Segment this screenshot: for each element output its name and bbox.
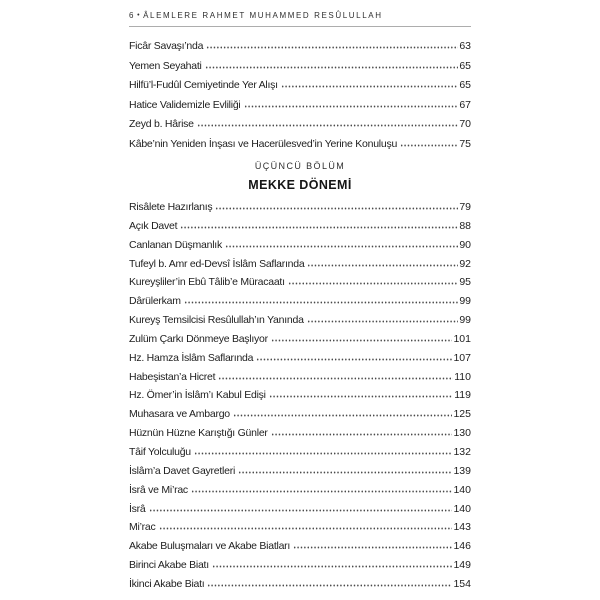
toc-entry (129, 40, 471, 60)
toc-entry (129, 60, 471, 80)
toc-entry-page: 140 (453, 502, 471, 515)
dot-leader (207, 583, 452, 587)
toc-entry (129, 314, 471, 333)
dot-leader (281, 84, 458, 88)
dot-leader (256, 357, 452, 361)
toc-entry-title: Ficâr Savaşı’nda (129, 40, 204, 52)
dot-leader (180, 225, 458, 229)
header-bullet-icon: • (137, 12, 142, 19)
toc-entry-page: 130 (453, 427, 471, 440)
toc-entry-title: İslâm’a Davet Gayretleri (129, 464, 236, 477)
toc-entry-page: 95 (459, 276, 471, 289)
toc-entry (129, 465, 471, 484)
dot-leader (307, 319, 459, 323)
toc-entry (129, 559, 471, 578)
dot-leader (269, 394, 453, 398)
toc-entry (129, 220, 471, 239)
toc-entry-title: Mi’rac (129, 521, 156, 534)
dot-leader (149, 508, 453, 512)
toc-entry (129, 503, 471, 522)
toc-entry-page: 119 (454, 389, 471, 402)
dot-leader (307, 263, 458, 267)
toc-entry-page: 139 (453, 464, 471, 477)
dot-leader (288, 281, 459, 285)
toc-entry-page: 99 (459, 314, 471, 327)
toc-entry-title: İsrâ (129, 502, 146, 515)
dot-leader (191, 489, 453, 493)
toc-entry-title: Açık Davet (129, 219, 178, 232)
toc-section (129, 40, 471, 157)
toc-entry (129, 427, 471, 446)
toc-entry (129, 99, 471, 119)
toc-entry-page: 149 (453, 559, 471, 572)
toc-entry-title: Tâif Yolculuğu (129, 445, 191, 458)
dot-leader (212, 564, 453, 568)
toc-entry-title: Muhasara ve Ambargo (129, 408, 230, 421)
toc-entry-title: Risâlete Hazırlanış (129, 201, 213, 213)
toc-entry (129, 389, 471, 408)
page-header (129, 11, 471, 27)
toc-entry-page: 154 (453, 577, 471, 590)
dot-leader (159, 526, 453, 530)
dot-leader (244, 104, 459, 108)
dot-leader (271, 432, 453, 436)
toc-entry-title: İkinci Akabe Biatı (129, 577, 205, 590)
section-title: MEKKE DÖNEMİ (248, 178, 352, 192)
toc-entry-page: 88 (459, 219, 471, 232)
dot-leader (271, 338, 453, 342)
toc-entry (129, 138, 471, 158)
toc-entry-title: Hilfü’l-Fudûl Cemiyetinde Yer Alışı (129, 79, 278, 91)
toc-entry-title: Kureyş Temsilcisi Resûlullah’ın Yanında (129, 314, 304, 327)
toc-entry-page: 63 (459, 40, 471, 52)
dot-leader (225, 244, 458, 248)
dot-leader (194, 451, 453, 455)
dot-leader (238, 470, 452, 474)
toc-entry (129, 352, 471, 371)
dot-leader (218, 376, 453, 380)
toc-entry (129, 540, 471, 559)
toc-entry-page: 65 (459, 59, 471, 72)
toc-entry-title: Canlanan Düşmanlık (129, 238, 222, 251)
toc-entry-title: Hüznün Hüzne Karıştığı Günler (129, 427, 268, 440)
toc-section (129, 201, 471, 597)
toc-entry-title: Tufeyl b. Amr ed-Devsî İslâm Saflarında (129, 257, 305, 270)
toc-entry-title: İsrâ ve Mi’rac (129, 483, 188, 496)
dot-leader (197, 123, 459, 127)
toc-entry-page: 70 (459, 118, 471, 130)
toc-entry-page: 99 (459, 295, 471, 308)
dot-leader (184, 300, 459, 304)
toc-entry-title: Kureyşliler’in Ebû Tâlib’e Müracaatı (129, 276, 285, 289)
dot-leader (233, 413, 453, 417)
toc-entry-title: Zeyd b. Hârise (129, 118, 194, 130)
header-page-number: 6 (129, 11, 136, 20)
toc-entry-title: Zulüm Çarkı Dönmeye Başlıyor (129, 332, 268, 345)
toc-entry-title: Hz. Ömer’in İslâm’ı Kabul Edişi (129, 389, 266, 402)
dot-leader (293, 545, 452, 549)
section-heading (129, 161, 471, 192)
section-kicker: ÜÇÜNCÜ BÖLÜM (254, 161, 346, 171)
toc-entry-page: 101 (453, 332, 471, 345)
dot-leader (206, 45, 458, 49)
toc-entry-title: Birinci Akabe Biatı (129, 559, 209, 572)
toc-entry (129, 79, 471, 99)
toc-entry-page: 107 (453, 351, 471, 364)
toc-entry (129, 578, 471, 597)
toc-entry-page: 79 (459, 201, 471, 213)
toc-entry (129, 258, 471, 277)
toc-entry (129, 408, 471, 427)
toc-entry-page: 125 (453, 408, 471, 421)
dot-leader (205, 65, 459, 69)
toc-entry-page: 140 (453, 483, 471, 496)
toc-entry (129, 446, 471, 465)
toc-entry-page: 65 (459, 79, 471, 91)
toc-entry-page: 92 (459, 257, 471, 270)
toc-entry (129, 239, 471, 258)
toc-entry-title: Dârülerkam (129, 295, 181, 308)
toc-entry (129, 295, 471, 314)
toc-entry-title: Habeşistan’a Hicret (129, 370, 216, 383)
toc-entry (129, 118, 471, 138)
toc-entry-page: 67 (459, 98, 471, 111)
toc-entry-title: Hz. Hamza İslâm Saflarında (129, 351, 254, 364)
toc-entry-title: Akabe Buluşmaları ve Akabe Biatları (129, 540, 291, 553)
dot-leader (400, 143, 458, 147)
toc-entry-page: 75 (459, 137, 471, 150)
toc-entry-page: 146 (453, 540, 471, 553)
dot-leader (215, 206, 458, 210)
table-of-contents (129, 40, 471, 597)
toc-entry (129, 371, 471, 390)
toc-entry (129, 484, 471, 503)
toc-entry-page: 110 (454, 370, 471, 383)
toc-entry (129, 333, 471, 352)
toc-entry (129, 201, 471, 220)
header-book-title: ÂLEMLERE RAHMET MUHAMMED RESÛLULLAH (143, 11, 383, 20)
toc-entry-page: 132 (453, 445, 471, 458)
toc-entry-page: 143 (453, 521, 471, 534)
toc-entry (129, 521, 471, 540)
toc-entry-title: Kâbe’nin Yeniden İnşası ve Hacerülesved’in Yerine Konuluşu (129, 137, 398, 150)
toc-entry-page: 90 (459, 238, 471, 251)
toc-entry (129, 276, 471, 295)
toc-entry-title: Hatice Validemizle Evliliği (129, 98, 241, 111)
toc-entry-title: Yemen Seyahati (129, 59, 202, 72)
